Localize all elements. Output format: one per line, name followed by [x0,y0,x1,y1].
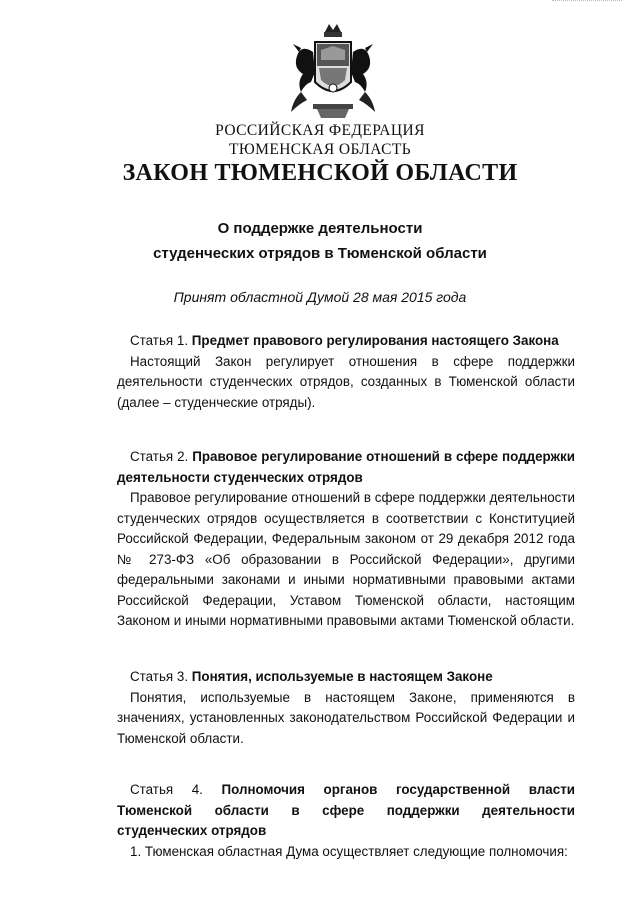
article-3-title: Понятия, используемые в настоящем Законе [191,669,493,684]
article-1-text: Настоящий Закон регулирует отношения в сфере поддержки деятельности студенческих отрядов, созданных в Тюменской области (далее – студенческие отряды). [117,353,575,410]
law-title-line-2: студенческих отрядов в Тюменской области [153,245,487,262]
article-1 [117,331,575,413]
article-4-title: Полномочия органов государственной власти Тюменской области в сфере поддержки деятельности студенческих отрядов [117,782,575,838]
article-2-text: Правовое регулирование отношений в сфере поддержки деятельности студенческих отрядов осуществляется в соответствии с Конституцией Российской Федерации, Федеральным законом от 29 декабря 2012 года № 273-ФЗ «Об образовании в Российской Федерации», другими федеральными законами и иными нормативными правовыми актами Российской Федерации, Уставом Тюменской области, настоящим Законом и иными нормативными правовыми актами Тюменской области. [117,490,575,628]
article-1-title: Предмет правового регулирования настоящего Закона [191,333,559,348]
article-3-label: Статья 3. [130,669,192,684]
article-1-heading [117,331,575,352]
law-title-line-1: О поддержке деятельности [217,220,423,237]
article-1-label: Статья 1. [130,333,192,348]
article-4-heading [117,780,575,842]
article-4-text: 1. Тюменская областная Дума осуществляет следующие полномочия: [130,843,568,859]
adoption-note: Принят областной Думой 28 мая 2015 года [173,289,467,305]
article-3-text: Понятия, используемые в настоящем Законе, применяются в значениях, установленных законодательством Российской Федерации и Тюменской области. [117,689,575,746]
article-2-label: Статья 2. [130,449,193,464]
article-2-heading [117,447,575,488]
article-2 [117,447,575,632]
country-heading: РОССИЙСКАЯ ФЕДЕРАЦИЯ [215,122,425,139]
article-3 [117,667,575,749]
article-4-label: Статья 4. [130,782,222,797]
law-heading: ЗАКОН ТЮМЕНСКОЙ ОБЛАСТИ [122,160,518,186]
article-2-title: Правовое регулирование отношений в сфере поддержки деятельности студенческих отрядов [117,449,575,485]
scan-mark [552,0,622,5]
coat-of-arms-icon [287,22,379,122]
article-4 [117,780,575,862]
region-heading: ТЮМЕНСКАЯ ОБЛАСТЬ [228,141,412,158]
article-3-heading [117,667,575,688]
